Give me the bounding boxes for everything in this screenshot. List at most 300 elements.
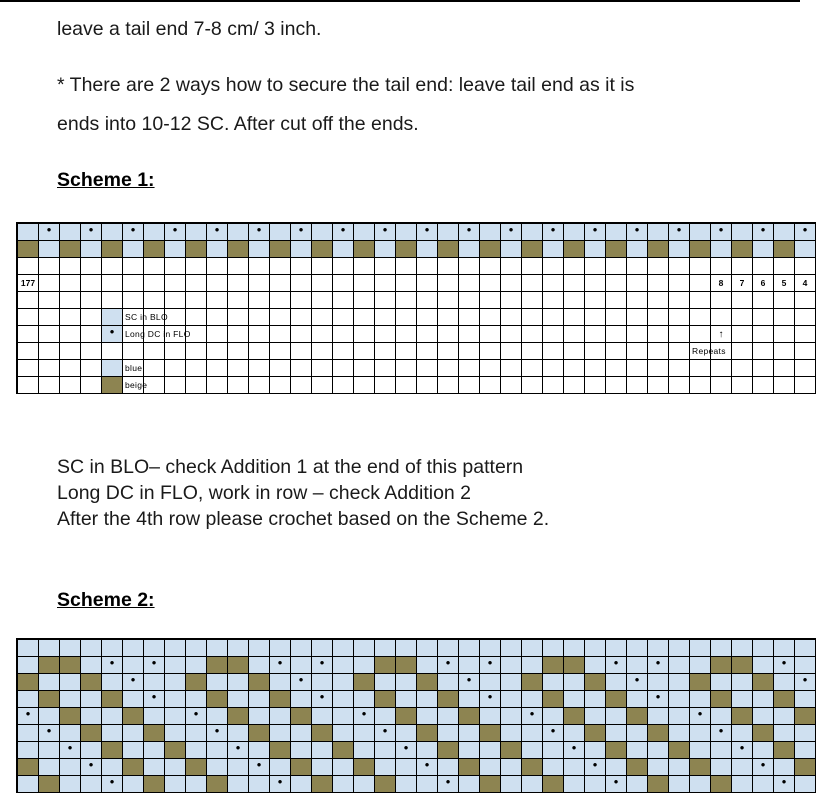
chart-cell: [753, 708, 774, 725]
chart-cell: [480, 309, 501, 326]
chart-cell: [60, 640, 81, 657]
chart-cell: [648, 326, 669, 343]
chart-cell: [354, 326, 375, 343]
chart-cell: [375, 657, 396, 674]
chart-cell: [207, 674, 228, 691]
chart-cell: [543, 725, 564, 742]
chart-cell: [249, 691, 270, 708]
chart-cell: [732, 224, 753, 241]
chart-cell: [753, 776, 774, 793]
chart-cell: [18, 725, 39, 742]
chart-cell: [438, 326, 459, 343]
chart-cell: [144, 360, 165, 377]
chart-cell: [543, 640, 564, 657]
chart-row: [18, 640, 816, 657]
legend-blue-label: blue: [125, 363, 143, 373]
chart-cell: [606, 776, 627, 793]
chart-cell: [732, 674, 753, 691]
chart-row: [18, 776, 816, 793]
chart-cell: [543, 343, 564, 360]
chart-row: [18, 326, 816, 343]
chart-cell: [648, 759, 669, 776]
chart-cell: [459, 360, 480, 377]
chart-cell: [627, 742, 648, 759]
chart-cell: [753, 360, 774, 377]
chart-cell: [354, 708, 375, 725]
chart-cell: [753, 326, 774, 343]
chart-cell: [669, 708, 690, 725]
chart-cell: [81, 759, 102, 776]
chart-cell: [102, 657, 123, 674]
chart-cell: [690, 742, 711, 759]
chart-cell: [522, 674, 543, 691]
chart-cell: [690, 360, 711, 377]
chart-cell: [606, 691, 627, 708]
chart-cell: [669, 275, 690, 292]
chart-cell: [795, 640, 816, 657]
chart-cell: [501, 640, 522, 657]
chart-cell: [711, 657, 732, 674]
chart-cell: [417, 674, 438, 691]
chart-cell: [606, 292, 627, 309]
chart-cell: [60, 691, 81, 708]
chart-cell: [480, 657, 501, 674]
chart-cell: [459, 292, 480, 309]
chart-cell: [165, 258, 186, 275]
chart-cell: [795, 326, 816, 343]
chart-row: [18, 343, 816, 360]
chart-cell: [627, 360, 648, 377]
chart-cell: [564, 224, 585, 241]
chart-cell: [564, 309, 585, 326]
chart-cell: [270, 708, 291, 725]
chart-row: [18, 309, 816, 326]
chart-cell: [438, 657, 459, 674]
chart-cell: [333, 708, 354, 725]
chart-cell: [39, 275, 60, 292]
chart-row: [18, 725, 816, 742]
chart-cell: [564, 343, 585, 360]
chart-cell: [417, 326, 438, 343]
chart-cell: [669, 224, 690, 241]
chart-cell: [711, 640, 732, 657]
chart-cell: [732, 309, 753, 326]
chart-cell: [291, 360, 312, 377]
chart-cell: [165, 275, 186, 292]
chart-cell: [375, 326, 396, 343]
chart-cell: [459, 224, 480, 241]
chart-cell: [480, 343, 501, 360]
chart-cell: [102, 708, 123, 725]
chart-cell: [18, 309, 39, 326]
chart-cell: [81, 776, 102, 793]
chart-cell: [543, 224, 564, 241]
chart-cell: [690, 708, 711, 725]
chart-cell: [354, 377, 375, 394]
chart-cell: [396, 691, 417, 708]
chart-cell: [291, 326, 312, 343]
chart-cell: [732, 241, 753, 258]
chart-cell: [102, 275, 123, 292]
chart-row: [18, 292, 816, 309]
chart-cell: [186, 759, 207, 776]
chart-cell: [606, 360, 627, 377]
chart-cell: [459, 309, 480, 326]
chart-cell: [375, 742, 396, 759]
chart-cell: [144, 343, 165, 360]
chart-cell: [711, 224, 732, 241]
chart-cell: [627, 708, 648, 725]
chart-cell: [669, 377, 690, 394]
chart-cell: [732, 742, 753, 759]
chart-cell: [144, 742, 165, 759]
chart-cell: [144, 691, 165, 708]
chart-cell: [81, 241, 102, 258]
chart-cell: [228, 309, 249, 326]
chart-cell: [249, 241, 270, 258]
chart-cell: [333, 360, 354, 377]
paragraph-1: leave a tail end 7-8 cm/ 3 inch.: [57, 18, 322, 40]
chart-cell: [774, 377, 795, 394]
chart-cell: [627, 309, 648, 326]
chart-cell: [249, 292, 270, 309]
chart-cell: [795, 258, 816, 275]
chart-cell: [18, 657, 39, 674]
chart-cell: [207, 657, 228, 674]
chart-cell: [60, 759, 81, 776]
chart-cell: [291, 759, 312, 776]
chart-cell: [669, 309, 690, 326]
chart-cell: [648, 258, 669, 275]
chart-cell: [354, 258, 375, 275]
chart-cell: [39, 657, 60, 674]
chart-cell: [102, 742, 123, 759]
chart-cell: [606, 224, 627, 241]
chart-row: [18, 224, 816, 241]
chart-cell: [39, 224, 60, 241]
chart-cell: [585, 275, 606, 292]
chart-cell: [732, 759, 753, 776]
chart-cell: [669, 326, 690, 343]
chart-cell: [207, 360, 228, 377]
chart-cell: [375, 258, 396, 275]
chart-cell: [186, 725, 207, 742]
chart-cell: [186, 292, 207, 309]
chart-cell: [123, 326, 144, 343]
chart-cell: [333, 759, 354, 776]
chart-cell: [186, 241, 207, 258]
chart-cell: [480, 275, 501, 292]
chart-cell: [711, 258, 732, 275]
chart-cell: [60, 742, 81, 759]
chart-cell: [438, 224, 459, 241]
chart-cell: [354, 657, 375, 674]
chart-cell: [123, 708, 144, 725]
chart-cell: [564, 708, 585, 725]
chart-cell: [753, 759, 774, 776]
chart-cell: [501, 377, 522, 394]
chart-cell: [627, 776, 648, 793]
chart-cell: [186, 742, 207, 759]
chart-cell: [333, 258, 354, 275]
chart-cell: [207, 742, 228, 759]
chart-cell: [39, 258, 60, 275]
chart-cell: [270, 275, 291, 292]
chart-cell: [144, 292, 165, 309]
chart-cell: [144, 708, 165, 725]
chart-cell: [312, 326, 333, 343]
chart-cell: [648, 343, 669, 360]
chart-cell: [207, 275, 228, 292]
chart-cell: [669, 241, 690, 258]
chart-cell: [732, 377, 753, 394]
chart-cell: [186, 326, 207, 343]
chart-cell: [585, 309, 606, 326]
chart-cell: [585, 258, 606, 275]
chart-cell: [522, 759, 543, 776]
chart-cell: [522, 275, 543, 292]
chart-cell: [711, 241, 732, 258]
chart-row: [18, 241, 816, 258]
chart-cell: [711, 309, 732, 326]
chart-cell: [396, 657, 417, 674]
chart-cell: [354, 309, 375, 326]
chart-cell: [438, 725, 459, 742]
chart-cell: [60, 224, 81, 241]
chart-cell: [627, 674, 648, 691]
chart-cell: [711, 343, 732, 360]
chart-cell: [501, 708, 522, 725]
chart-cell: [39, 326, 60, 343]
chart-cell: [522, 343, 543, 360]
chart-cell: [270, 343, 291, 360]
chart-cell: [165, 691, 186, 708]
chart-cell: [501, 241, 522, 258]
chart-cell: [690, 224, 711, 241]
chart-cell: [501, 674, 522, 691]
chart-cell: [144, 241, 165, 258]
chart-cell: [564, 657, 585, 674]
chart-cell: [522, 657, 543, 674]
chart-cell: [354, 343, 375, 360]
chart-cell: [543, 275, 564, 292]
chart-cell: [396, 759, 417, 776]
chart-cell: [333, 776, 354, 793]
chart-cell: [501, 309, 522, 326]
chart-cell: [459, 258, 480, 275]
chart-row: [18, 708, 816, 725]
chart-cell: [123, 640, 144, 657]
chart-cell: [39, 776, 60, 793]
chart-cell: [60, 657, 81, 674]
chart-cell: [627, 292, 648, 309]
chart-cell: [627, 759, 648, 776]
chart-cell: [480, 776, 501, 793]
chart-row: [18, 759, 816, 776]
chart-cell: [417, 691, 438, 708]
chart-cell: [795, 725, 816, 742]
chart-cell: [795, 776, 816, 793]
note-3: After the 4th row please crochet based on the Scheme 2.: [57, 508, 550, 530]
chart-cell: [354, 759, 375, 776]
chart-cell: [102, 691, 123, 708]
chart-cell: [228, 674, 249, 691]
chart-cell: [438, 292, 459, 309]
chart-cell: [228, 241, 249, 258]
chart-cell: [480, 691, 501, 708]
chart-cell: [669, 691, 690, 708]
chart-cell: [249, 759, 270, 776]
chart-cell: [270, 725, 291, 742]
chart-cell: [543, 674, 564, 691]
chart-cell: [186, 258, 207, 275]
chart-cell: [81, 640, 102, 657]
chart-cell: [81, 691, 102, 708]
chart-cell: [459, 725, 480, 742]
chart-cell: [690, 657, 711, 674]
chart-cell: 7: [732, 275, 753, 292]
chart-cell: [123, 292, 144, 309]
chart-cell: [165, 224, 186, 241]
chart-cell: [186, 776, 207, 793]
chart-cell: [270, 674, 291, 691]
chart-cell: [438, 674, 459, 691]
chart-cell: [774, 309, 795, 326]
chart-cell: [795, 674, 816, 691]
chart-cell: [102, 343, 123, 360]
chart-cell: [564, 377, 585, 394]
chart-cell: [39, 640, 60, 657]
chart-cell: [417, 241, 438, 258]
chart-cell: [291, 776, 312, 793]
chart-cell: [711, 776, 732, 793]
chart-cell: [711, 377, 732, 394]
page-top-rule: [0, 0, 800, 2]
chart-cell: [585, 640, 606, 657]
chart-cell: [711, 725, 732, 742]
chart-cell: [501, 326, 522, 343]
chart-cell: [396, 309, 417, 326]
chart-cell: [18, 343, 39, 360]
chart-cell: [18, 224, 39, 241]
chart-cell: [564, 241, 585, 258]
chart-cell: [396, 640, 417, 657]
chart-cell: [522, 309, 543, 326]
chart-cell: [564, 759, 585, 776]
chart-cell: [375, 309, 396, 326]
chart-cell: [333, 275, 354, 292]
chart-cell: [60, 343, 81, 360]
chart-cell: [144, 657, 165, 674]
chart-cell: [417, 360, 438, 377]
chart-cell: [333, 742, 354, 759]
chart-cell: [648, 691, 669, 708]
chart-cell: [459, 241, 480, 258]
chart-cell: [564, 674, 585, 691]
chart-cell: [123, 377, 144, 394]
chart-cell: [690, 377, 711, 394]
chart-cell: [291, 674, 312, 691]
chart-cell: [81, 725, 102, 742]
chart-cell: [564, 691, 585, 708]
chart-cell: [438, 742, 459, 759]
chart-cell: [375, 343, 396, 360]
chart-cell: [249, 309, 270, 326]
chart-cell: [438, 275, 459, 292]
chart-cell: [501, 343, 522, 360]
chart-cell: [207, 759, 228, 776]
chart-cell: [606, 377, 627, 394]
chart-cell: [774, 776, 795, 793]
chart-cell: [711, 691, 732, 708]
chart-cell: [123, 309, 144, 326]
paragraph-2: * There are 2 ways how to secure the tail end: leave tail end as it is: [57, 74, 635, 96]
chart-cell: [228, 292, 249, 309]
chart-cell: [606, 742, 627, 759]
chart-cell: [123, 776, 144, 793]
chart-cell: [522, 776, 543, 793]
chart-cell: [753, 674, 774, 691]
chart-cell: [417, 258, 438, 275]
chart-cell: [144, 759, 165, 776]
chart-cell: [186, 377, 207, 394]
chart-cell: [102, 258, 123, 275]
chart-cell: [270, 292, 291, 309]
chart-cell: [375, 725, 396, 742]
chart-cell: [774, 708, 795, 725]
chart-row: [18, 360, 816, 377]
chart-cell: [648, 309, 669, 326]
chart-cell: [270, 776, 291, 793]
chart-cell: [606, 657, 627, 674]
chart-cell: [522, 725, 543, 742]
chart-cell: [18, 377, 39, 394]
chart-cell: [81, 292, 102, 309]
chart-cell: [774, 657, 795, 674]
chart-cell: [669, 343, 690, 360]
chart-cell: [501, 657, 522, 674]
chart-cell: [102, 776, 123, 793]
chart-cell: [690, 759, 711, 776]
chart-cell: [396, 326, 417, 343]
chart-cell: [417, 708, 438, 725]
chart-cell: [606, 343, 627, 360]
chart-cell: [669, 657, 690, 674]
chart-cell: [480, 377, 501, 394]
chart-cell: [438, 343, 459, 360]
chart-cell: [39, 759, 60, 776]
chart-cell: [270, 742, 291, 759]
chart-cell: [522, 326, 543, 343]
chart-cell: 6: [753, 275, 774, 292]
chart-cell: [543, 742, 564, 759]
chart-cell: [375, 640, 396, 657]
chart-cell: [18, 776, 39, 793]
chart-cell: [753, 292, 774, 309]
chart-cell: [228, 657, 249, 674]
chart-cell: [627, 377, 648, 394]
chart-cell: [585, 241, 606, 258]
chart-cell: [165, 377, 186, 394]
chart-cell: [795, 691, 816, 708]
chart-cell: [207, 640, 228, 657]
chart-cell: [543, 309, 564, 326]
chart-cell: [333, 640, 354, 657]
chart-cell: [396, 258, 417, 275]
chart-cell: [291, 292, 312, 309]
chart-cell: [249, 674, 270, 691]
chart-cell: [480, 360, 501, 377]
